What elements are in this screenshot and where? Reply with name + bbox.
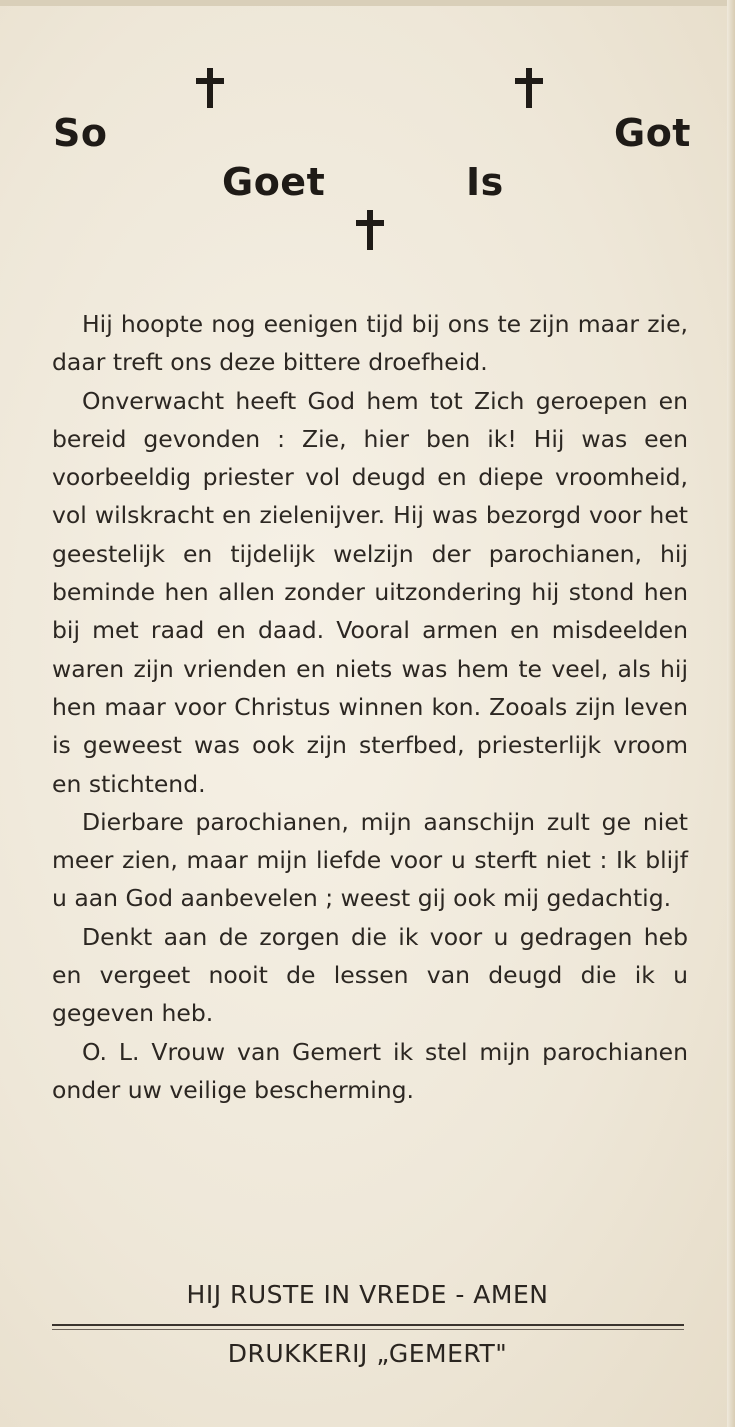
header-word-got: Got (614, 111, 691, 155)
cross-icon (356, 210, 384, 250)
cross-icon (515, 68, 543, 108)
paragraph: Onverwacht heeft God hem tot Zich geroepen en bereid gevonden : Zie, hier ben ik! Hij was een voorbeeldig priester vol deugd en diepe vroomheid, vol wilskracht en zielenijver. Hij was bezorgd voor het geestelijk en tijdelijk welzijn der parochianen, hij beminde hen allen zonder uitzondering hij stond hen bij met raad en daad. Vooral armen en misdeelden waren zijn vrienden en niets was hem te veel, als hij hen maar voor Christus winnen kon. Zooals zijn leven is geweest was ook zijn sterfbed, priesterlijk vroom en stichtend. (52, 386, 688, 798)
paragraph: Denkt aan de zorgen die ik voor u gedragen heb en vergeet nooit de lessen van deugd die ik u gegeven heb. (52, 922, 688, 1028)
divider (52, 1324, 684, 1326)
paragraph: Hij hoopte nog eenigen tijd bij ons te zijn maar zie, daar treft ons deze bittere droefheid. (52, 310, 688, 377)
header-word-goet: Goet (222, 160, 326, 204)
paragraph: O. L. Vrouw van Gemert ik stel mijn parochianen onder uw veilige bescherming. (52, 1037, 688, 1104)
header-word-so: So (53, 111, 108, 155)
paragraph: Dierbare parochianen, mijn aanschijn zult ge niet meer zien, maar mijn liefde voor u sterft niet : Ik blijf u aan God aanbevelen ; weest gij ook mij gedachtig. (52, 807, 688, 913)
card-edge-top (0, 0, 735, 6)
cross-icon (196, 68, 224, 108)
closing-line: HIJ RUSTE IN VREDE - AMEN (186, 1280, 549, 1309)
memorial-text (52, 305, 688, 1109)
card-edge-right (727, 0, 735, 1427)
divider (52, 1329, 684, 1330)
printer-line: DRUKKERIJ „GEMERT" (227, 1339, 508, 1368)
header-word-is: Is (466, 160, 504, 204)
